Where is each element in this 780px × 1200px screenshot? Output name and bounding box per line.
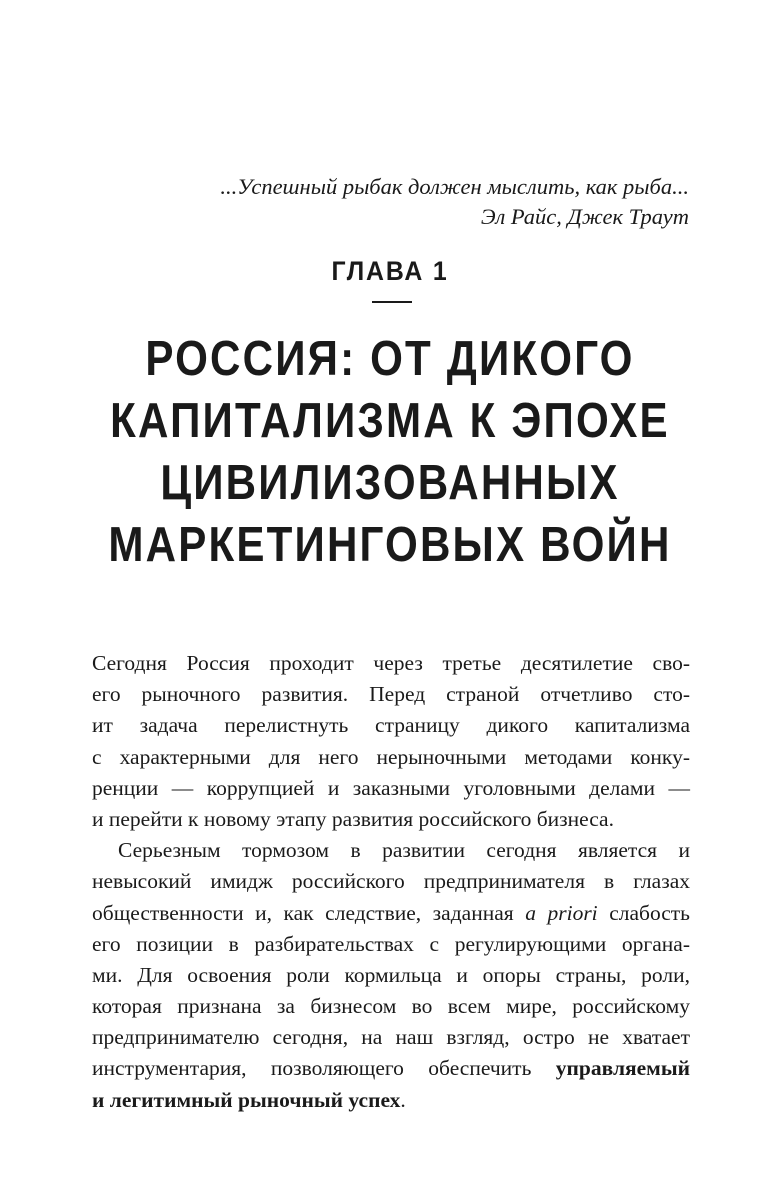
text-line: Серьезным тормозом в развитии сегодня является и: [118, 838, 690, 863]
chapter-label: ГЛАВА 1: [331, 256, 449, 286]
text-segment: общественности и, как следствие, заданная: [92, 900, 526, 925]
text-line: [92, 898, 690, 929]
italic-term: a priori: [525, 900, 598, 925]
text-line: ренции — коррупцией и заказными уголовными делами —: [92, 775, 690, 800]
text-line: [92, 1053, 690, 1084]
chapter-title: [106, 328, 674, 576]
chapter-title-line: МАРКЕТИНГОВЫХ ВОЙН: [108, 518, 672, 572]
text-line: Сегодня Россия проходит через третье десятилетие сво-: [92, 651, 690, 675]
text-line: с характерными для него нерыночными методами конку-: [92, 744, 690, 769]
epigraph: [129, 172, 689, 232]
bold-phrase: и легитимный рыночный успех: [92, 1087, 401, 1112]
body-text: [92, 648, 690, 1116]
text-segment: инструментария, позволяющего обеспечить: [92, 1056, 556, 1081]
chapter-divider: [372, 301, 412, 303]
text-line: невысокий имидж российского предпринимателя в глазах: [92, 869, 690, 894]
paragraph-1: [92, 648, 690, 835]
text-line: его позиции в разбирательствах с регулирующими органа-: [92, 931, 690, 956]
text-line: его рыночного развития. Перед страной отчетливо сто-: [92, 682, 690, 707]
text-line: и перейти к новому этапу развития российского бизнеса.: [92, 806, 614, 831]
epigraph-author: Эл Райс, Джек Траут: [480, 204, 689, 229]
text-line: ми. Для освоения роли кормильца и опоры страны, роли,: [92, 962, 690, 987]
text-line: ит задача перелистнуть страницу дикого капитализма: [92, 713, 690, 738]
text-segment: слабость: [597, 900, 690, 925]
chapter-title-line: РОССИЯ: ОТ ДИКОГО: [145, 332, 635, 386]
text-segment: .: [400, 1087, 406, 1112]
bold-phrase: управляемый: [555, 1056, 690, 1081]
text-line: предпринимателю сегодня, на наш взгляд, остро не хватает: [92, 1025, 690, 1050]
epigraph-quote: ...Успешный рыбак должен мыслить, как рыба...: [220, 174, 689, 199]
text-line: которая признана за бизнесом во всем мире, российскому: [92, 994, 690, 1019]
paragraph-2: [92, 835, 690, 1116]
chapter-title-line: КАПИТАЛИЗМА К ЭПОХЕ: [110, 394, 670, 448]
text-line: [92, 1085, 690, 1116]
chapter-title-line: ЦИВИЛИЗОВАННЫХ: [160, 456, 620, 510]
